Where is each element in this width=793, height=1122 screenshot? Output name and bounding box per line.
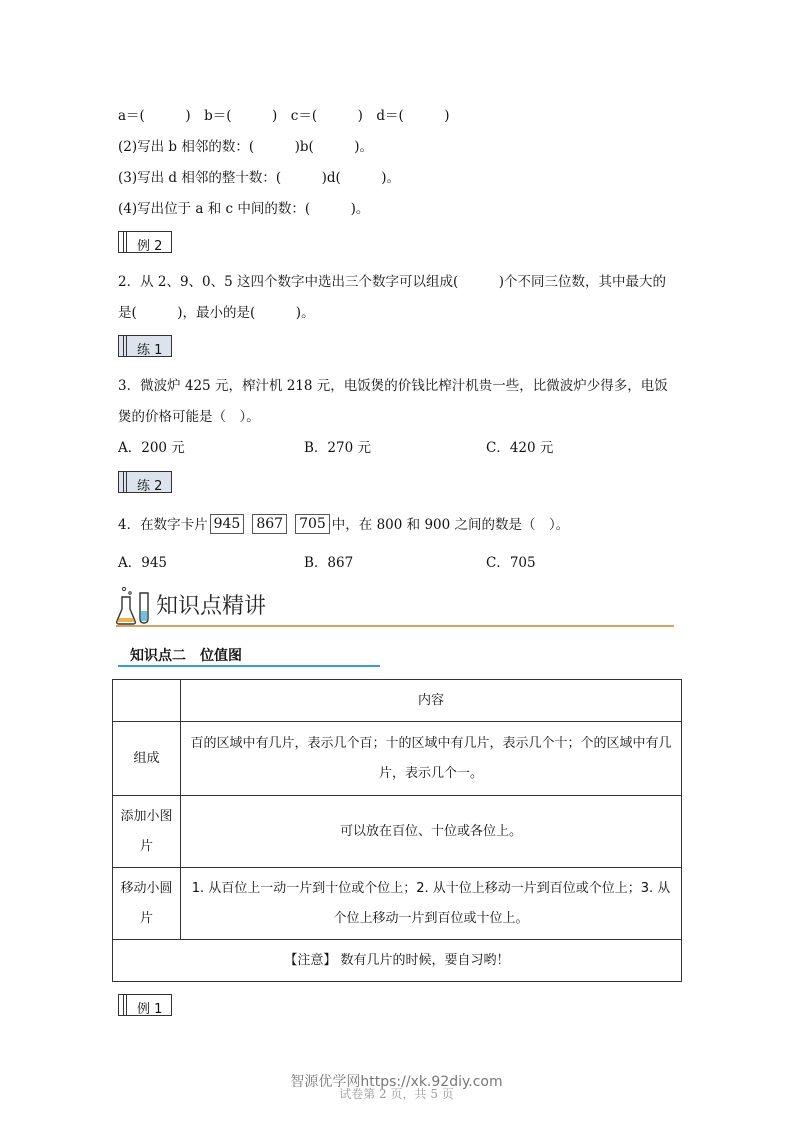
table-note: 【注意】 数有几片的时候，要自习哟！ (113, 940, 682, 982)
number-card-867: 867 (252, 514, 287, 534)
table-corner-cell (113, 680, 181, 722)
q3-line-2: 煲的价格可能是（ ）。 (118, 409, 260, 425)
example-2-label: 例 2 (137, 239, 163, 254)
knowledge-header-rule (116, 625, 674, 627)
q4-line (118, 513, 569, 535)
example-1-label: 例 1 (137, 1002, 163, 1017)
table-row-label: 移动小圆片 (113, 868, 181, 940)
q3-option-b: B．270 元 (304, 440, 371, 456)
practice-1-label: 练 1 (137, 343, 163, 358)
q2-line-2: 是( )，最小的是( )。 (118, 305, 315, 321)
table-row-content: 1. 从百位上一动一片到十位或个位上；2. 从十位上移动一片到百位或个位上；3. 从个位上移动一片到百位或十位上。 (181, 868, 682, 940)
q4-option-c: C．705 (486, 555, 536, 571)
number-card-945: 945 (210, 514, 245, 534)
knowledge-subtitle: 知识点二 位值图 (130, 648, 242, 664)
practice-2-label: 练 2 (137, 479, 163, 494)
table-row (113, 868, 682, 940)
q1-line-4: (4)写出位于 a 和 c 中间的数：( )。 (118, 201, 370, 217)
q3-line-1: 3．微波炉 425 元，榨汁机 218 元，电饭煲的价钱比榨汁机贵一些，比微波炉少得多，电饭 (118, 378, 668, 394)
number-card-705: 705 (295, 514, 330, 534)
knowledge-subtitle-rule (118, 665, 380, 667)
table-row (113, 796, 682, 868)
knowledge-header-title: 知识点精讲 (156, 594, 267, 619)
q1-line-1: a＝( ) b＝( ) c＝( ) d＝( ) (118, 108, 450, 124)
example-1-tag (118, 994, 172, 1016)
q4-option-a: A．945 (118, 555, 168, 571)
practice-1-tag (118, 335, 172, 357)
table-header-row (113, 680, 682, 722)
q3-option-a: A．200 元 (118, 440, 185, 456)
flask-icon (116, 585, 152, 625)
knowledge-header (116, 583, 674, 627)
footer-page-number: 试卷第 2 页，共 5 页 (339, 1087, 454, 1101)
table-row-content: 百的区域中有几片，表示几个百；十的区域中有几片，表示几个十；个的区域中有几片，表示几个一。 (181, 722, 682, 796)
q3-option-c: C．420 元 (486, 440, 554, 456)
q1-line-3: (3)写出 d 相邻的整十数：( )d( )。 (118, 170, 401, 186)
q4-option-b: B．867 (304, 555, 354, 571)
knowledge-table (112, 679, 682, 982)
table-row-label: 添加小图片 (113, 796, 181, 868)
table-note-row (113, 940, 682, 982)
example-2-tag (118, 231, 172, 253)
q1-line-2: (2)写出 b 相邻的数：( )b( )。 (118, 139, 374, 155)
footer-watermark: 智源优学网https://xk.92diy.com (290, 1074, 503, 1090)
practice-2-tag (118, 471, 172, 493)
table-row-label: 组成 (113, 722, 181, 796)
table-row-content: 可以放在百位、十位或各位上。 (181, 796, 682, 868)
q4-suffix: 中，在 800 和 900 之间的数是（ ）。 (331, 517, 570, 533)
table-header-content: 内容 (181, 680, 682, 722)
q4-prefix: 4．在数字卡片 (118, 517, 208, 533)
q2-line-1: 2．从 2、9、0、5 这四个数字中选出三个数字可以组成( )个不同三位数，其中最大的 (118, 274, 667, 290)
table-row (113, 722, 682, 796)
